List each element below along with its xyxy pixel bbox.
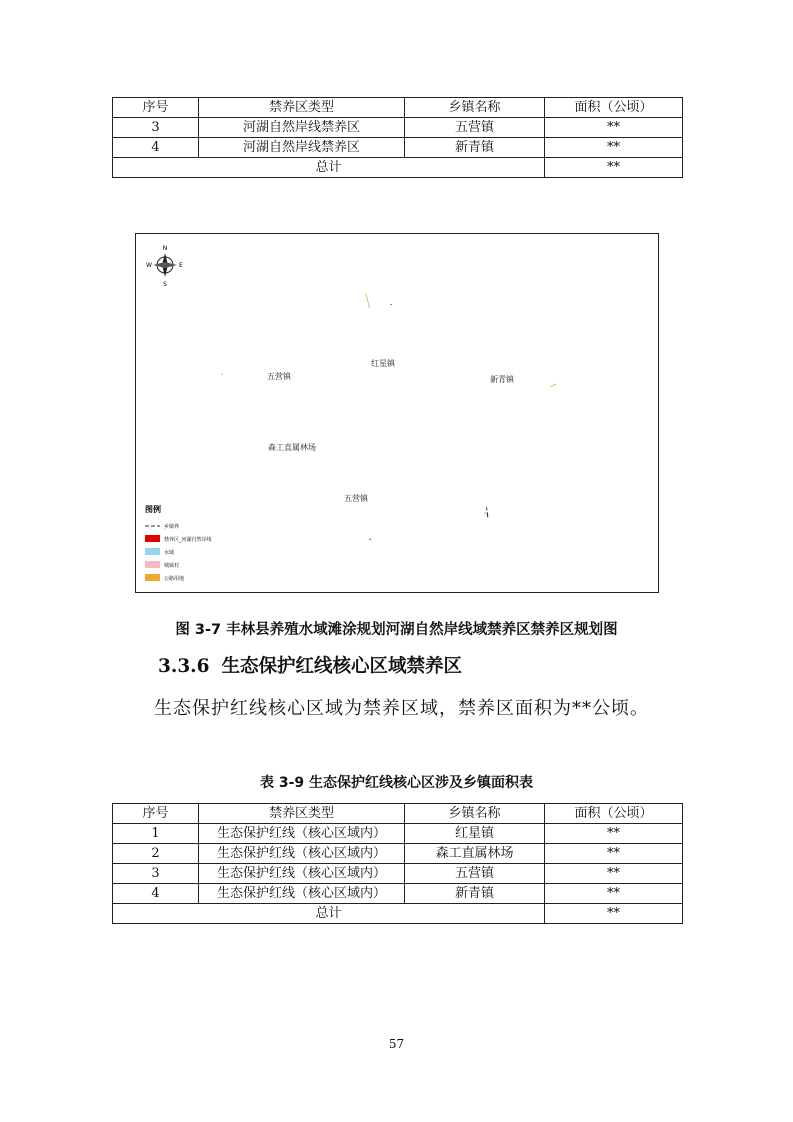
- table-cell: 生态保护红线（核心区域内）: [199, 864, 405, 884]
- table-cell: **: [545, 864, 683, 884]
- table-cell: 3: [113, 864, 199, 884]
- table-cell: **: [545, 844, 683, 864]
- table-cell: **: [545, 824, 683, 844]
- section-title: 生态保护红线核心区域禁养区: [221, 656, 463, 677]
- compass-n: N: [162, 245, 168, 252]
- table-cell: 五营镇: [405, 118, 545, 138]
- table-cell: 生态保护红线（核心区域内）: [199, 844, 405, 864]
- town-label-hongxing: 红星镇: [371, 359, 395, 368]
- table-cell: 1: [113, 824, 199, 844]
- header-cell: 禁养区类型: [199, 804, 405, 824]
- total-value: **: [545, 904, 683, 924]
- map-svg: [136, 234, 658, 592]
- core-area-table: [112, 803, 683, 924]
- legend-label: 禁养区_河湖自然岸线: [164, 537, 212, 543]
- header-cell: 序号: [113, 804, 199, 824]
- top-area-table: [112, 97, 683, 178]
- town-label-xinqing: 新青镇: [490, 375, 514, 384]
- county-boundary: [210, 245, 602, 586]
- header-cell: 序号: [113, 98, 199, 118]
- table-cell: 3: [113, 118, 199, 138]
- table-caption: 表 3-9 生态保护红线核心区涉及乡镇面积表: [259, 775, 534, 791]
- total-label: 总计: [113, 158, 545, 178]
- legend-label: 乡镇界: [164, 524, 180, 530]
- table-header-row: [113, 804, 683, 824]
- table-cell: 新青镇: [405, 884, 545, 904]
- map-legend: [145, 504, 212, 582]
- table-cell: **: [545, 118, 683, 138]
- legend-label: 城镇村: [164, 563, 180, 569]
- header-cell: 乡镇名称: [405, 804, 545, 824]
- legend-title: 图例: [145, 505, 161, 514]
- table-cell: 新青镇: [405, 138, 545, 158]
- table-row: [113, 884, 683, 904]
- compass-w: W: [146, 262, 152, 269]
- table-cell: 森工直属林场: [405, 844, 545, 864]
- table-row: [113, 864, 683, 884]
- town-label-wuying: 五营镇: [267, 372, 291, 381]
- total-value: **: [545, 158, 683, 178]
- section-number: 3.3.6: [158, 656, 210, 677]
- planning-map: [135, 233, 659, 593]
- legend-label: 公路用地: [164, 576, 185, 582]
- table-cell: 生态保护红线（核心区域内）: [199, 824, 405, 844]
- legend-swatch-urban: [145, 561, 160, 568]
- table-cell: 河湖自然岸线禁养区: [199, 118, 405, 138]
- section-heading: [158, 652, 462, 678]
- compass-e: E: [179, 262, 183, 269]
- total-label: 总计: [113, 904, 545, 924]
- table-row: [113, 138, 683, 158]
- compass-s: S: [163, 281, 167, 288]
- header-cell: 禁养区类型: [199, 98, 405, 118]
- figure-caption: 图 3-7 丰林县养殖水域滩涂规划河湖自然岸线域禁养区禁养区规划图: [175, 622, 618, 638]
- legend-swatch-restricted: [145, 535, 160, 542]
- table-total-row: [113, 158, 683, 178]
- table-total-row: [113, 904, 683, 924]
- table-cell: 生态保护红线（核心区域内）: [199, 884, 405, 904]
- legend-swatch-road: [145, 574, 160, 581]
- table-row: [113, 824, 683, 844]
- compass-icon: [146, 245, 183, 288]
- table-cell: 河湖自然岸线禁养区: [199, 138, 405, 158]
- table-row: [113, 844, 683, 864]
- table-header-row: [113, 98, 683, 118]
- legend-label: 水域: [164, 550, 175, 556]
- table-cell: 红星镇: [405, 824, 545, 844]
- header-cell: 面积（公顷）: [545, 804, 683, 824]
- table-cell: 4: [113, 884, 199, 904]
- table-row: [113, 118, 683, 138]
- town-label-forest-farm: 森工直属林场: [268, 443, 316, 452]
- table-cell: **: [545, 884, 683, 904]
- page-number: 57: [388, 1037, 405, 1051]
- legend-swatch-water: [145, 548, 160, 555]
- table-cell: 4: [113, 138, 199, 158]
- town-label-wuying-south: 五营镇: [344, 494, 368, 503]
- table-cell: 五营镇: [405, 864, 545, 884]
- header-cell: 面积（公顷）: [545, 98, 683, 118]
- body-paragraph: 生态保护红线核心区域为禁养区域，禁养区面积为**公顷。: [154, 698, 649, 719]
- table-cell: **: [545, 138, 683, 158]
- table-cell: 2: [113, 844, 199, 864]
- header-cell: 乡镇名称: [405, 98, 545, 118]
